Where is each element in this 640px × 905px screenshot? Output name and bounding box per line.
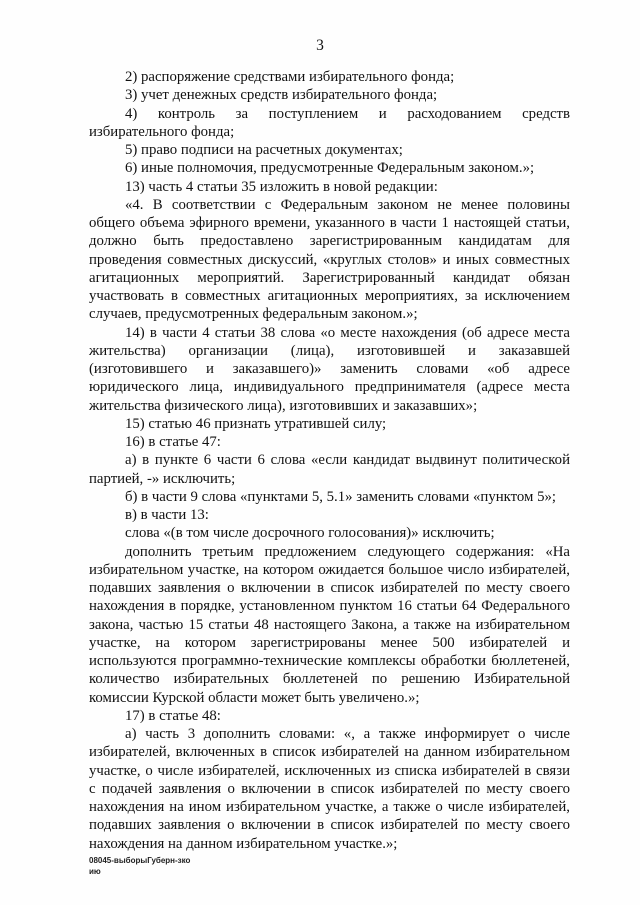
- paragraph-item-3: 3) учет денежных средств избирательного фонда;: [125, 87, 438, 104]
- paragraph-item-14: 14) в части 4 статьи 38 слова «о месте нахождения (об адресе места жительства) организации (лица), изготовившей и заказавшей (изготовившего и заказавшего)» заменить словами «об адресе юридического лица, индивидуального предпринимателя (адресе места жительства физического лица), изготовивших и заказавших»;: [89, 324, 570, 414]
- paragraph-item-13: 13) часть 4 статьи 35 изложить в новой редакции:: [125, 178, 438, 195]
- paragraph-item-16-v: в) в части 13:: [125, 507, 209, 523]
- paragraph-item-5: 5) право подписи на расчетных документах;: [125, 142, 403, 158]
- paragraph-item-15: 15) статью 46 признать утратившей силу;: [125, 415, 387, 432]
- document-body: [89, 68, 570, 853]
- paragraph-item-16-b: б) в части 9 слова «пунктами 5, 5.1» заменить словами «пунктом 5»;: [125, 488, 556, 505]
- paragraph-item-16: 16) в статье 47:: [125, 434, 221, 450]
- paragraph-item-4: 4) контроль за поступлением и расходованием средств избирательного фонда;: [89, 105, 570, 140]
- footer-line-2: ию: [89, 867, 101, 876]
- paragraph-item-2: 2) распоряжение средствами избирательного фонда;: [125, 69, 455, 85]
- paragraph-article-35-text: «4. В соответствии с Федеральным законом не менее половины общего объема эфирного времени, указанного в части 1 настоящей статьи, должно быть предоставлено зарегистрированным кандидатам для проведения совместных дискуссий, «круглых столов» и иных совместных агитационных мероприятий. Зарегистрированный кандидат обязан участвовать в совместных агитационных мероприятиях, за исключением случаев, предусмотренных федеральным законом.»;: [89, 196, 570, 323]
- paragraph-item-17: 17) в статье 48:: [125, 707, 221, 724]
- paragraph-item-16-v-words: слова «(в том числе досрочного голосования)» исключить;: [125, 525, 495, 542]
- paragraph-item-6: 6) иные полномочия, предусмотренные Федеральным законом.»;: [125, 160, 535, 177]
- paragraph-item-17-a: а) часть 3 дополнить словами: «, а также информирует о числе избирателей, включенных в список избирателей на данном избирательном участке, о числе избирателей, исключенных из списка избирателей в связи с подачей заявления о включении в список избирателей по месту своего нахождения на ином избирательном участке, а также о числе избирателей, подавших заявления о включении в список избирателей по месту своего нахождения на данном избирательном участке.»;: [89, 726, 570, 852]
- paragraph-item-16-v-addition: дополнить третьим предложением следующего содержания: «На избирательном участке, на котором ожидается большое число избирателей, подавших заявления о включении в список избирателей по месту своего нахождения в порядке, установленном пунктом 16 статьи 64 Федерального закона, частью 15 статьи 48 настоящего Закона, а также на избирательном участке, на котором зарегистрированы менее 500 избирателей и используются программно-технические комплексы обработки бюллетеней, количество избирательных бюллетеней по решению Избирательной комиссии Курской области может быть увеличено.»;: [89, 543, 570, 706]
- page-number: 3: [316, 37, 324, 54]
- paragraph-item-16-a: а) в пункте 6 части 6 слова «если кандидат выдвинут политической партией, -» исключить;: [89, 452, 570, 487]
- footer-file-code: [89, 855, 190, 877]
- footer-line-1: 08045-выборыГуберн-зко: [89, 856, 191, 865]
